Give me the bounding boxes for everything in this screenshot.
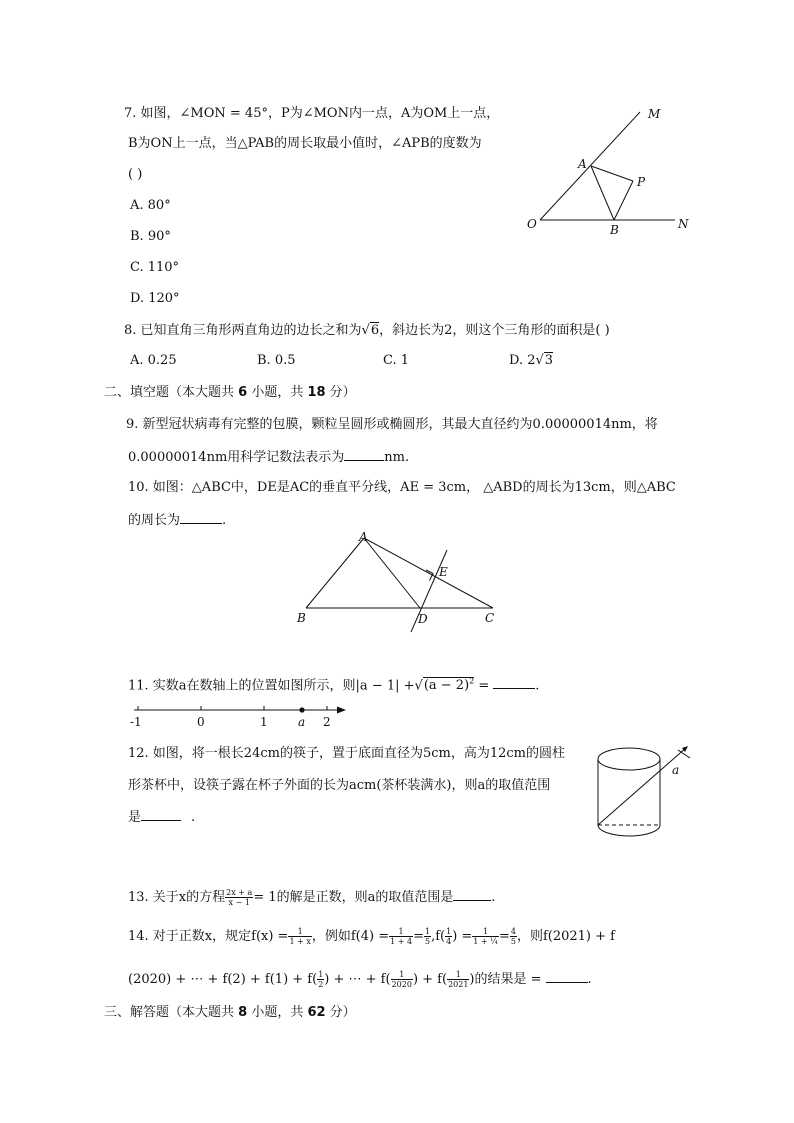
q11-stem (128, 673, 539, 695)
q9-answer-blank[interactable] (344, 447, 384, 461)
q11-equals: = (474, 678, 490, 694)
label-b: B (297, 611, 306, 625)
axis-label-a: a (298, 715, 306, 729)
q7-option-c: C. 110° (130, 260, 180, 275)
q14-frac-h-den: 5 (510, 937, 516, 946)
perpendicular-bisector-de (411, 550, 447, 632)
q8-sqrt6: 6 (370, 323, 380, 338)
q14-line2 (128, 969, 592, 989)
q14-frac-2020 (391, 970, 413, 989)
q14-answer-blank[interactable] (546, 969, 588, 983)
q14-frac-f (288, 927, 311, 946)
q8-option-d-prefix: D. 2 (509, 353, 536, 368)
label-d: D (418, 612, 428, 626)
q14-l1-b: ，例如f(4) = (311, 929, 390, 944)
section-3-title-c: 分） (325, 1005, 356, 1020)
segment-pb (614, 181, 633, 220)
q14-frac-r-den: 5 (424, 937, 431, 946)
section-2-heading (104, 384, 356, 402)
q14-l2-c: ) + f( (412, 972, 448, 987)
sqrt-symbol: √ (414, 678, 423, 694)
q14-l1-g: ，则f(2021) + f (516, 929, 615, 944)
q8-option-c: C. 1 (383, 353, 410, 368)
label-a: A (359, 530, 368, 544)
right-angle-mark (426, 570, 433, 581)
q14-frac-g-num: 1 (472, 927, 499, 937)
q14-l2-a: (2020) + ⋯ + f(2) + f(1) + f( (128, 972, 318, 987)
label-n: N (678, 217, 689, 231)
q14-l1-f: = (498, 929, 510, 944)
q14-frac-half-den: 2 (318, 980, 324, 989)
q10-answer-blank[interactable] (180, 510, 222, 524)
chopstick (598, 747, 687, 825)
q13-text-b: = 1的解是正数，则a的取值范围是 (253, 890, 454, 905)
section-3-heading (104, 1004, 356, 1022)
q7-line1: 7. 如图，∠MON = 45°，P为∠MON内一点，A为OM上一点， (124, 106, 500, 121)
q8-option-d-sqrt: 3 (544, 353, 554, 368)
q14-frac-f-den: 1 + x (289, 937, 311, 946)
q14-frac-2021-den: 2021 (448, 980, 469, 989)
section-2-count: 6 (238, 385, 248, 400)
axis-arrow (337, 707, 346, 714)
q11-stem-text: 11. 实数a在数轴上的位置如图所示，则|a − 1| + (128, 678, 415, 694)
label-o: O (527, 217, 537, 231)
section-3-score: 62 (307, 1005, 326, 1020)
sqrt-symbol: √ (535, 353, 544, 368)
q11-number-line (126, 702, 356, 732)
q14-frac-g-den: 1 + ¼ (473, 937, 498, 946)
ray-om (540, 112, 640, 220)
q8-option-d (509, 352, 553, 370)
label-b: B (610, 223, 619, 237)
section-2-title-a: 二、填空题（本大题共 (104, 385, 239, 400)
q11-end: . (535, 678, 540, 694)
q14-frac-2020-num: 1 (391, 970, 413, 980)
q13-end: . (491, 890, 496, 905)
sqrt-symbol: √ (361, 323, 370, 338)
q13-text-a: 13. 关于x的方程 (128, 890, 226, 905)
q9-line2 (128, 447, 409, 467)
q7-angle-figure (520, 100, 700, 240)
q8-option-a: A. 0.25 (130, 353, 177, 368)
q14-end: . (587, 972, 592, 987)
exposed-length-marker (678, 750, 690, 758)
q9-line2-unit: nm. (384, 450, 410, 465)
side-ab (306, 538, 364, 608)
q14-frac-q-den: 4 (446, 937, 452, 946)
q8-stem (124, 322, 610, 340)
q14-l1-d: ,f( (431, 929, 446, 944)
q14-l1-c: = (413, 929, 424, 944)
q11-sqrt-body: (a − 2) (423, 678, 470, 694)
label-e: E (439, 565, 448, 579)
q14-frac-2020-den: 2020 (391, 980, 412, 989)
q9-line1: 9. 新型冠状病毒有完整的包膜，颗粒呈圆形或椭圆形，其最大直径约为0.00000014nm，将 (126, 417, 658, 432)
q10-line2-text: 的周长为 (128, 513, 181, 528)
section-2-title-b: 小题，共 (247, 385, 308, 400)
q7-option-b: B. 90° (130, 229, 171, 244)
segment-ad (364, 538, 420, 608)
axis-label-0: 0 (197, 715, 205, 729)
section-2-title-c: 分） (325, 385, 356, 400)
q12-line2: 形茶杯中，设筷子露在杯子外面的长为acm(茶杯装满水)，则a的取值范围 (128, 778, 551, 793)
q12-cylinder-figure (592, 740, 696, 848)
q14-l2-b: ) + ⋯ + f( (324, 972, 391, 987)
q12-line3-end: . (191, 810, 196, 825)
q14-frac-e-num: 1 (389, 927, 413, 937)
q14-frac-r (424, 927, 431, 946)
q10-line2-end: . (222, 513, 227, 528)
q14-frac-q-num: 1 (446, 927, 452, 936)
q14-l1-e: ) = (452, 929, 473, 944)
q8-stem-part2: ，斜边长为2，则这个三角形的面积是( ) (379, 323, 610, 338)
q11-exponent: 2 (469, 677, 475, 686)
q14-frac-r-num: 1 (424, 927, 431, 936)
q7-option-d: D. 120° (130, 291, 180, 306)
q14-frac-g (472, 927, 499, 946)
section-2-score: 18 (307, 385, 326, 400)
q13-fraction-den: x − 1 (228, 898, 250, 907)
q11-sqrt-expression (423, 677, 474, 693)
q14-line1 (128, 927, 615, 946)
cylinder-top (598, 748, 660, 770)
q10-line2 (128, 510, 226, 530)
label-a: a (672, 763, 680, 777)
q11-answer-blank[interactable] (493, 675, 535, 689)
section-3-title-a: 三、解答题（本大题共 (104, 1005, 239, 1020)
q8-option-b: B. 0.5 (257, 353, 296, 368)
q12-line3-text: 是 (128, 810, 142, 825)
q14-frac-e (389, 927, 413, 946)
q14-frac-2021 (447, 970, 469, 989)
q14-frac-f-num: 1 (288, 927, 311, 937)
segment-ap (591, 166, 633, 181)
q14-frac-e-den: 1 + 4 (390, 937, 413, 946)
q10-line1: 10. 如图：△ABC中，DE是AC的垂直平分线，AE = 3cm， △ABD的周长为13cm，则△ABC (128, 480, 676, 495)
side-ac (364, 538, 493, 608)
q10-triangle-figure (290, 528, 510, 634)
q14-frac-half-num: 1 (318, 970, 324, 979)
q14-l1-a: 14. 对于正数x，规定f(x) = (128, 929, 289, 944)
axis-label-2: 2 (323, 715, 331, 729)
q13-stem (128, 887, 496, 907)
q13-fraction (225, 888, 253, 907)
q12-line3 (128, 807, 195, 827)
q7-line2: B为ON上一点，当△PAB的周长取最小值时，∠APB的度数为 (128, 136, 482, 151)
q14-frac-2021-num: 1 (447, 970, 469, 980)
axis-label-minus1: -1 (130, 715, 142, 729)
q14-l2-d: )的结果是 = (469, 972, 542, 987)
section-3-title-b: 小题，共 (247, 1005, 308, 1020)
label-c: C (485, 611, 495, 625)
cylinder-bottom-front (598, 825, 660, 836)
segment-ab (591, 166, 614, 220)
q12-line1: 12. 如图，将一根长24cm的筷子，置于底面直径为5cm，高为12cm的圆柱 (128, 746, 565, 761)
label-a: A (578, 157, 587, 171)
q14-frac-h (510, 927, 517, 946)
q7-option-a: A. 80° (130, 198, 171, 213)
q9-line2-text: 0.00000014nm用科学记数法表示为 (128, 450, 345, 465)
q13-answer-blank[interactable] (453, 887, 491, 901)
point-a (299, 707, 304, 712)
label-m: M (648, 107, 661, 121)
label-p: P (637, 175, 646, 189)
q14-frac-h-num: 4 (510, 927, 516, 936)
q12-answer-blank[interactable] (141, 807, 181, 821)
section-3-count: 8 (238, 1005, 248, 1020)
q13-fraction-num: 2x + a (226, 888, 253, 897)
q8-stem-part1: 8. 已知直角三角形两直角边的边长之和为 (124, 323, 362, 338)
axis-label-1: 1 (260, 715, 268, 729)
q7-line3: ( ) (128, 167, 143, 182)
